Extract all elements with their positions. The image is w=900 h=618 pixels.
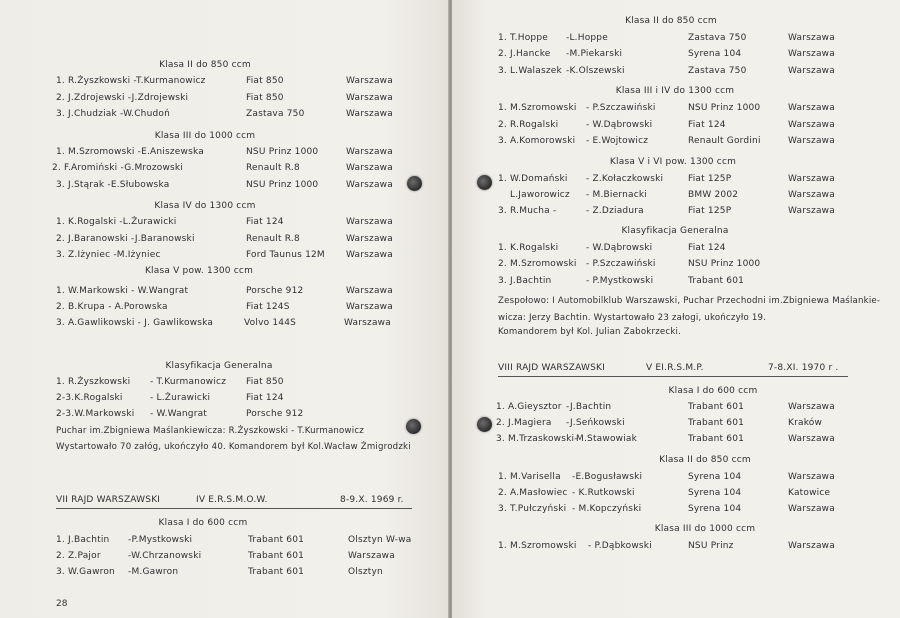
result-club: Warszawa — [346, 302, 393, 312]
class-heading: Klasa I do 600 ccm — [668, 386, 758, 396]
result-crew: 2. J.Zdrojewski -J.Zdrojewski — [56, 93, 189, 103]
result-car: Porsche 912 — [246, 409, 304, 419]
class-heading: Klasa II do 850 ccm — [659, 455, 751, 465]
result-codriver: - Z.Dziadura — [586, 206, 644, 216]
result-club: Warszawa — [788, 33, 835, 43]
result-driver: 3. W.Gawron — [56, 567, 115, 577]
result-codriver: - M.Kopczyński — [572, 504, 642, 514]
result-car: Fiat 124 — [688, 120, 726, 130]
result-car: Syrena 104 — [688, 49, 742, 59]
binding-hole — [406, 419, 421, 434]
result-driver: 2. A.Masłowiec — [498, 488, 568, 498]
result-codriver: - P.Szczawiński — [586, 259, 656, 269]
rally-date: 8-9.X. 1969 r. — [340, 495, 404, 505]
result-driver: 1. J.Bachtin — [56, 535, 110, 545]
result-driver: 3. T.Pułczyński — [498, 504, 567, 514]
class-heading: Klasa II do 850 ccm — [159, 60, 251, 70]
result-driver: 2. J.Magiera — [496, 418, 552, 428]
result-club: Warszawa — [788, 120, 835, 130]
result-driver: 3. L.Walaszek — [498, 66, 562, 76]
result-club: Warszawa — [346, 163, 393, 173]
result-club: Warszawa — [788, 66, 835, 76]
result-club: Warszawa — [788, 190, 835, 200]
rally-date: 7-8.XI. 1970 r . — [768, 363, 839, 373]
result-codriver: - P.Dąbkowski — [588, 541, 652, 551]
result-club: Katowice — [788, 488, 831, 498]
result-car: NSU Prinz 1000 — [246, 147, 319, 157]
result-club: Warszawa — [346, 234, 393, 244]
result-car: Renault Gordini — [688, 136, 761, 146]
result-car: Trabant 601 — [688, 402, 745, 412]
result-car: Syrena 104 — [688, 504, 742, 514]
result-codriver: -M.Piekarski — [566, 49, 623, 59]
result-car: Zastava 750 — [688, 33, 747, 43]
result-driver: 3. A.Komorowski — [498, 136, 576, 146]
rally-title: VII RAJD WARSZAWSKI — [56, 495, 161, 505]
result-driver: 1. R.Żyszkowski — [56, 377, 131, 387]
binding-hole — [477, 417, 492, 432]
result-crew: 1. K.Rogalski -L.Żurawicki — [56, 217, 177, 227]
result-crew: 1. M.Szromowski -E.Aniszewska — [56, 147, 204, 157]
commander-note: Komandorem był Kol. Julian Zabokrzecki. — [498, 327, 682, 337]
result-driver: 2-3.K.Rogalski — [56, 393, 123, 403]
result-club: Warszawa — [788, 541, 835, 551]
page-number: 28 — [56, 599, 68, 609]
rally-title: VIII RAJD WARSZAWSKI — [498, 363, 605, 373]
result-driver: 2-3.W.Markowski — [56, 409, 135, 419]
class-heading: Klasa III i IV do 1300 ccm — [615, 86, 735, 96]
result-codriver: -J.Bachtin — [566, 402, 612, 412]
result-club: Warszawa — [346, 180, 393, 190]
result-driver: 1. W.Domański — [498, 174, 568, 184]
result-crew: 2. J.Baranowski -J.Baranowski — [56, 234, 195, 244]
result-car: Ford Taunus 12M — [246, 250, 325, 260]
rally-series: V EI.R.S.M.P. — [646, 363, 704, 373]
result-driver: 2. Z.Pajor — [56, 551, 101, 561]
result-codriver: M.Stawowiak — [576, 434, 638, 444]
class-heading: Klasa V pow. 1300 ccm — [144, 266, 254, 276]
result-codriver: -E.Bogusławski — [572, 472, 643, 482]
trophy-note: Puchar im.Zbigniewa Maślankiewicza: R.Żyszkowski - T.Kurmanowicz — [56, 426, 364, 436]
result-club: Kraków — [788, 418, 823, 428]
finishers-note: Wystartowało 70 załóg, ukończyło 40. Komandorem był Kol.Wacław Żmigrodzki — [56, 442, 411, 452]
result-car: Trabant 601 — [248, 535, 305, 545]
section-rule — [498, 376, 848, 377]
result-crew: 2. F.Aromiński -G.Mrozowski — [52, 163, 184, 173]
result-car: NSU Prinz 1000 — [246, 180, 319, 190]
result-car: Trabant 601 — [688, 418, 745, 428]
result-car: NSU Prinz 1000 — [688, 259, 761, 269]
result-crew: 2. B.Krupa - A.Porowska — [56, 302, 168, 312]
result-club: Olsztyn W-wa — [348, 535, 412, 545]
class-heading: Klasa III do 1000 ccm — [654, 524, 756, 534]
result-driver: 2. J.Hancke — [498, 49, 551, 59]
class-heading: Klasa IV do 1300 ccm — [154, 201, 256, 211]
class-heading: Klasa III do 1000 ccm — [154, 131, 256, 141]
result-driver: 3. J.Bachtin — [498, 276, 552, 286]
result-car: NSU Prinz — [688, 541, 734, 551]
result-club: Warszawa — [788, 136, 835, 146]
right-page — [452, 0, 900, 618]
result-codriver: - K.Rutkowski — [572, 488, 635, 498]
result-club: Olsztyn — [348, 567, 383, 577]
result-codriver: - L.Żurawicki — [150, 393, 211, 403]
result-crew: 3. A.Gawlikowski - J. Gawlikowska — [56, 318, 214, 328]
result-driver: 1. M.Szromowski — [498, 541, 577, 551]
finishers-note: wicza: Jerzy Bachtin. Wystartowało 23 załogi, ukończyło 19. — [498, 313, 767, 323]
rally-series: IV E.R.S.M.O.W. — [196, 495, 268, 505]
result-car: Fiat 125P — [688, 206, 732, 216]
result-club: Warszawa — [348, 551, 395, 561]
result-car: Syrena 104 — [688, 472, 742, 482]
result-crew: 3. Z.Iżyniec -M.Iżyniec — [56, 250, 161, 260]
result-driver: 3. R.Mucha - — [498, 206, 557, 216]
result-codriver: - P.Mystkowski — [586, 276, 654, 286]
result-car: Zastava 750 — [246, 109, 305, 119]
general-classification-heading: Klasyfikacja Generalna — [165, 361, 273, 371]
result-car: Renault R.8 — [246, 234, 300, 244]
result-car: Fiat 850 — [246, 377, 284, 387]
result-codriver: -W.Chrzanowski — [128, 551, 202, 561]
result-crew: 1. W.Markowski - W.Wangrat — [56, 286, 189, 296]
result-driver: 2. M.Szromowski — [498, 259, 577, 269]
result-car: Fiat 124 — [688, 243, 726, 253]
result-car: Fiat 850 — [246, 76, 284, 86]
result-crew: 3. J.Chudziak -W.Chudoń — [56, 109, 171, 119]
result-car: Porsche 912 — [246, 286, 304, 296]
result-club: Warszawa — [788, 206, 835, 216]
result-codriver: - W.Dąbrowski — [586, 120, 653, 130]
result-club: Warszawa — [346, 109, 393, 119]
result-club: Warszawa — [346, 93, 393, 103]
result-car: Fiat 124 — [246, 217, 284, 227]
result-club: Warszawa — [788, 174, 835, 184]
binding-hole — [407, 176, 422, 191]
result-driver: 1. M.Varisella — [498, 472, 561, 482]
result-driver: 1. M.Szromowski — [498, 103, 577, 113]
result-car: Fiat 124S — [246, 302, 290, 312]
result-car: Fiat 850 — [246, 93, 284, 103]
result-driver: 2. R.Rogalski — [498, 120, 559, 130]
result-car: Syrena 104 — [688, 488, 742, 498]
result-codriver: -J.Seńkowski — [566, 418, 625, 428]
result-driver: L.Jaworowicz — [510, 190, 570, 200]
result-car: Zastava 750 — [688, 66, 747, 76]
result-codriver: - E.Wojtowicz — [586, 136, 649, 146]
result-car: Volvo 144S — [244, 318, 297, 328]
result-crew: 3. J.Stąrak -E.Słubowska — [56, 180, 170, 190]
general-classification-heading: Klasyfikacja Generalna — [621, 226, 729, 236]
result-codriver: -P.Mystkowski — [128, 535, 193, 545]
result-car: Trabant 601 — [688, 434, 745, 444]
result-codriver: - M.Biernacki — [586, 190, 647, 200]
result-club: Warszawa — [788, 103, 835, 113]
result-club: Warszawa — [346, 250, 393, 260]
result-codriver: -M.Gawron — [128, 567, 179, 577]
result-club: Warszawa — [346, 76, 393, 86]
class-heading: Klasa V i VI pow. 1300 ccm — [609, 157, 737, 167]
section-rule — [56, 508, 412, 509]
result-codriver: - Z.Kołaczkowski — [586, 174, 664, 184]
result-club: Warszawa — [788, 472, 835, 482]
result-crew: 1. R.Żyszkowski -T.Kurmanowicz — [56, 76, 206, 86]
result-club: Warszawa — [788, 402, 835, 412]
result-driver: 1. K.Rogalski — [498, 243, 559, 253]
result-club: Warszawa — [788, 504, 835, 514]
result-driver: 3. M.Trzaskowski- — [496, 434, 578, 444]
result-codriver: - W.Dąbrowski — [586, 243, 653, 253]
result-driver: 1. T.Hoppe — [498, 33, 548, 43]
result-club: Warszawa — [344, 318, 391, 328]
result-codriver: - T.Kurmanowicz — [150, 377, 227, 387]
result-codriver: - P.Szczawiński — [586, 103, 656, 113]
team-note: Zespołowo: I Automobilklub Warszawski, Puchar Przechodni im.Zbigniewa Maślankie- — [498, 296, 881, 306]
class-heading: Klasa II do 850 ccm — [625, 16, 717, 26]
result-club: Warszawa — [346, 286, 393, 296]
result-club: Warszawa — [788, 434, 835, 444]
result-club: Warszawa — [346, 217, 393, 227]
result-club: Warszawa — [788, 49, 835, 59]
class-heading: Klasa I do 600 ccm — [158, 518, 248, 528]
result-car: BMW 2002 — [688, 190, 739, 200]
binding-hole — [477, 175, 492, 190]
result-car: Trabant 601 — [688, 276, 745, 286]
result-car: Renault R.8 — [246, 163, 300, 173]
result-club: Warszawa — [346, 147, 393, 157]
result-codriver: -L.Hoppe — [566, 33, 608, 43]
result-car: Fiat 124 — [246, 393, 284, 403]
result-car: Trabant 601 — [248, 567, 305, 577]
result-codriver: - W.Wangrat — [150, 409, 208, 419]
result-driver: 1. A.Gieysztor — [496, 402, 562, 412]
result-codriver: -K.Olszewski — [566, 66, 625, 76]
result-car: NSU Prinz 1000 — [688, 103, 761, 113]
result-car: Trabant 601 — [248, 551, 305, 561]
result-car: Fiat 125P — [688, 174, 732, 184]
